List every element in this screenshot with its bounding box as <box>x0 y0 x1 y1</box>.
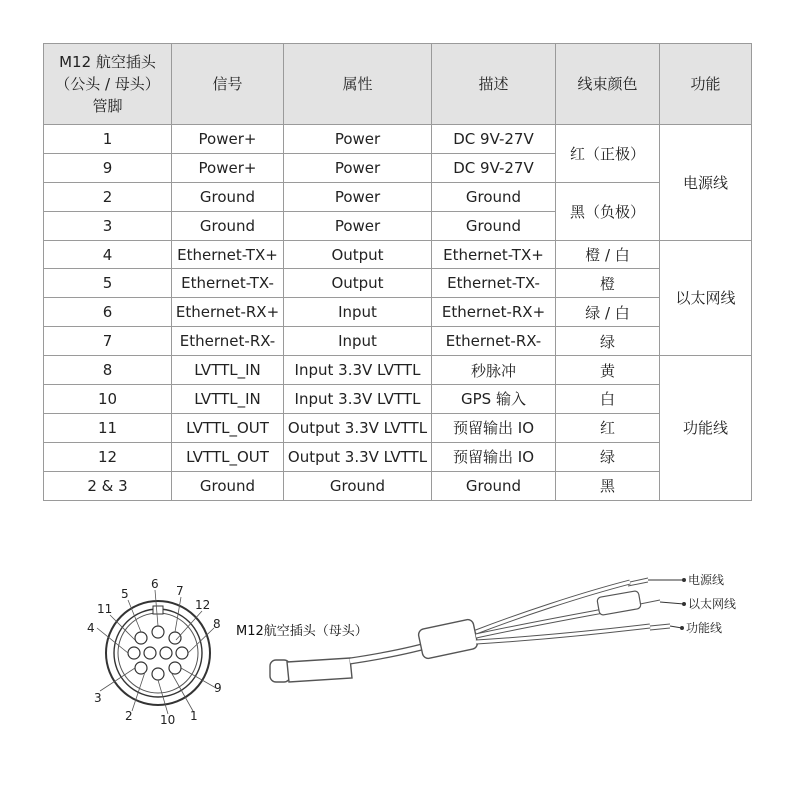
cell-wire-color: 黑 <box>556 471 660 500</box>
pin-label: 3 <box>94 691 102 705</box>
cell-pin: 3 <box>44 211 172 240</box>
cell-pin: 2 & 3 <box>44 471 172 500</box>
cell-pin: 1 <box>44 125 172 154</box>
cell-wire-color: 绿 <box>556 442 660 471</box>
pin-label: 6 <box>151 577 159 591</box>
cell-signal: Ethernet-RX+ <box>172 298 284 327</box>
cell-description: Ethernet-TX+ <box>432 240 556 269</box>
cell-attribute: Input 3.3V LVTTL <box>284 385 432 414</box>
cell-description: Ground <box>432 471 556 500</box>
cell-wire-color: 橙 / 白 <box>556 240 660 269</box>
cable-label-ethernet: 以太网线 <box>688 597 737 611</box>
cell-attribute: Input <box>284 298 432 327</box>
cell-attribute: Output 3.3V LVTTL <box>284 442 432 471</box>
pin-label: 2 <box>125 709 133 723</box>
pin-label: 5 <box>121 587 129 601</box>
cell-attribute: Output <box>284 240 432 269</box>
table-row <box>44 471 752 500</box>
cell-description: 预留输出 IO <box>432 442 556 471</box>
cell-wire-color: 红（正极） <box>556 125 660 183</box>
cell-wire-color: 红 <box>556 413 660 442</box>
cable-label-power: 电源线 <box>688 573 725 587</box>
cell-description: GPS 输入 <box>432 385 556 414</box>
cell-signal: LVTTL_IN <box>172 356 284 385</box>
cell-description: Ethernet-RX+ <box>432 298 556 327</box>
cell-attribute: Output <box>284 269 432 298</box>
table-row <box>44 356 752 385</box>
table-row <box>44 240 752 269</box>
header-description: 描述 <box>432 44 556 125</box>
cell-pin: 12 <box>44 442 172 471</box>
table-row <box>44 327 752 356</box>
cell-attribute: Ground <box>284 471 432 500</box>
cell-attribute: Input <box>284 327 432 356</box>
cell-signal: LVTTL_IN <box>172 385 284 414</box>
cell-pin: 6 <box>44 298 172 327</box>
cell-description: Ethernet-TX- <box>432 269 556 298</box>
cable-label-function: 功能线 <box>686 621 723 635</box>
cell-signal: Ground <box>172 182 284 211</box>
cell-signal: Ethernet-RX- <box>172 327 284 356</box>
cell-pin: 11 <box>44 413 172 442</box>
pin-label: 12 <box>195 598 211 612</box>
pin-label: 1 <box>190 709 198 723</box>
connector-title: M12航空插头（母头） <box>236 624 368 639</box>
table-row <box>44 442 752 471</box>
pin-label: 9 <box>214 681 222 695</box>
cell-function: 功能线 <box>660 356 752 500</box>
cell-signal: Power+ <box>172 125 284 154</box>
cell-signal: Ethernet-TX- <box>172 269 284 298</box>
pin-label: 7 <box>176 584 184 598</box>
header-attribute: 属性 <box>284 44 432 125</box>
table-row <box>44 125 752 154</box>
cell-signal: Ground <box>172 211 284 240</box>
cell-pin: 7 <box>44 327 172 356</box>
cell-signal: LVTTL_OUT <box>172 442 284 471</box>
cell-wire-color: 绿 <box>556 327 660 356</box>
cell-description: 预留输出 IO <box>432 413 556 442</box>
cell-function: 电源线 <box>660 125 752 241</box>
cell-wire-color: 绿 / 白 <box>556 298 660 327</box>
cell-pin: 4 <box>44 240 172 269</box>
m12-connector-face <box>87 577 222 727</box>
cell-description: DC 9V-27V <box>432 125 556 154</box>
header-function: 功能 <box>660 44 752 125</box>
cell-wire-color: 橙 <box>556 269 660 298</box>
table-row <box>44 269 752 298</box>
cell-attribute: Power <box>284 153 432 182</box>
cell-wire-color: 黑（负极） <box>556 182 660 240</box>
connector-diagram <box>0 560 800 800</box>
header-pin: M12 航空插头 （公头 / 母头） 管脚 <box>44 44 172 125</box>
cell-description: DC 9V-27V <box>432 153 556 182</box>
cell-pin: 5 <box>44 269 172 298</box>
cell-signal: LVTTL_OUT <box>172 413 284 442</box>
cell-attribute: Output 3.3V LVTTL <box>284 413 432 442</box>
cell-attribute: Power <box>284 182 432 211</box>
cell-description: 秒脉冲 <box>432 356 556 385</box>
cell-pin: 8 <box>44 356 172 385</box>
pin-definition-table <box>43 43 752 501</box>
cell-pin: 9 <box>44 153 172 182</box>
cell-signal: Power+ <box>172 153 284 182</box>
header-signal: 信号 <box>172 44 284 125</box>
cell-attribute: Power <box>284 211 432 240</box>
pin-label: 11 <box>97 602 113 616</box>
table-row <box>44 182 752 211</box>
cell-description: Ground <box>432 182 556 211</box>
table-header-row <box>44 44 752 125</box>
table-row <box>44 413 752 442</box>
cell-attribute: Power <box>284 125 432 154</box>
cell-attribute: Input 3.3V LVTTL <box>284 356 432 385</box>
pin-label: 4 <box>87 621 95 635</box>
pin-label: 8 <box>213 617 221 631</box>
pin-label: 10 <box>160 713 176 727</box>
cell-wire-color: 黄 <box>556 356 660 385</box>
table-row <box>44 385 752 414</box>
cell-pin: 2 <box>44 182 172 211</box>
cell-function: 以太网线 <box>660 240 752 356</box>
cell-description: Ethernet-RX- <box>432 327 556 356</box>
cell-pin: 10 <box>44 385 172 414</box>
table-row <box>44 298 752 327</box>
cable-leaders <box>648 579 686 630</box>
cell-signal: Ground <box>172 471 284 500</box>
header-wire-color: 线束颜色 <box>556 44 660 125</box>
cell-description: Ground <box>432 211 556 240</box>
cell-wire-color: 白 <box>556 385 660 414</box>
cell-signal: Ethernet-TX+ <box>172 240 284 269</box>
